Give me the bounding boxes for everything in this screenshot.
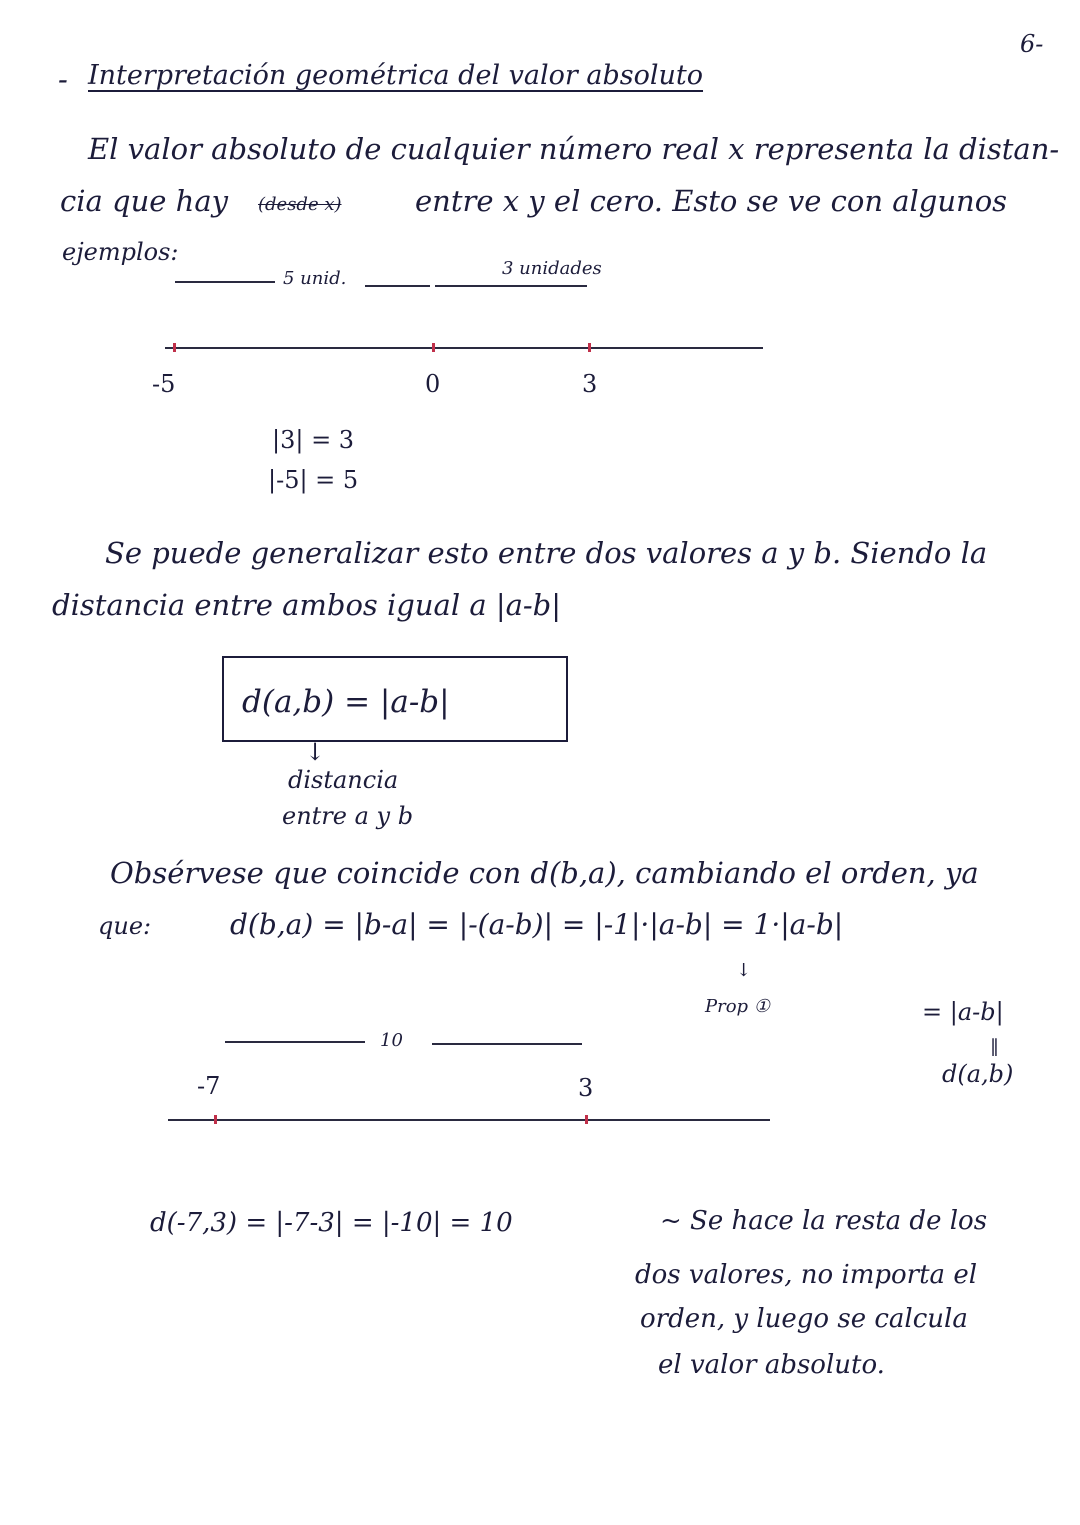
formula-text: d(a,b) = |a-b| — [242, 684, 450, 720]
generalize-line-1: Se puede generalizar esto entre dos valores a y b. Siendo la — [105, 536, 988, 570]
d-a-b: d(a,b) — [942, 1060, 1014, 1088]
label-3-second: 3 — [578, 1074, 594, 1102]
observe-line-1: Obsérvese que coincide con d(b,a), cambiando el orden, ya — [110, 856, 979, 890]
tick-minus-5 — [173, 343, 176, 352]
equals-abs-a-b: = |a-b| — [922, 998, 1004, 1026]
span-label-5: 5 unid. — [283, 268, 347, 289]
intro-line-2b: entre x y el cero. Esto se ve con algunos — [415, 184, 1008, 218]
note-line-3: orden, y luego se calcula — [640, 1304, 968, 1334]
tick-3-second — [585, 1115, 588, 1124]
note-line-4: el valor absoluto. — [658, 1350, 885, 1380]
formula-note-line-2: entre a y b — [282, 802, 414, 830]
page-title: Interpretación geométrica del valor absoluto — [88, 60, 704, 91]
arrow-5-right — [365, 285, 430, 287]
note-line-2: dos valores, no importa el — [635, 1260, 978, 1290]
number-line-2 — [168, 1119, 770, 1121]
observe-que: que: — [98, 912, 152, 940]
number-line-1 — [165, 347, 763, 349]
arrow-3 — [435, 285, 587, 287]
span-label-3: 3 unidades — [502, 258, 602, 279]
prop-reference: Prop ① — [705, 996, 770, 1017]
example-2-equation: d(-7,3) = |-7-3| = |-10| = 10 — [150, 1208, 513, 1238]
example-abs-minus-5: |-5| = 5 — [268, 466, 359, 494]
label-minus-5: -5 — [152, 370, 176, 398]
observe-equation: d(b,a) = |b-a| = |-(a-b)| = |-1|·|a-b| = 1·|a-b| — [230, 908, 844, 941]
span-label-10: 10 — [380, 1030, 403, 1051]
intro-line-2a: cia que hay — [60, 184, 228, 218]
label-minus-7: -7 — [197, 1072, 221, 1100]
example-abs-3: |3| = 3 — [272, 426, 355, 454]
note-line-1: ~ Se hace la resta de los — [660, 1206, 988, 1236]
tick-0 — [432, 343, 435, 352]
label-0: 0 — [425, 370, 441, 398]
page-number: 6- — [1020, 30, 1044, 58]
generalize-line-2: distancia entre ambos igual a |a-b| — [52, 588, 562, 622]
label-3: 3 — [582, 370, 598, 398]
prop-arrow: ↓ — [736, 960, 752, 981]
arrow-left-5 — [175, 281, 275, 283]
arrow-10-left — [225, 1041, 365, 1043]
tick-3 — [588, 343, 591, 352]
formula-note-line-1: distancia — [288, 766, 399, 794]
tick-minus-7 — [214, 1115, 217, 1124]
equals-sign-vertical: ‖ — [990, 1036, 999, 1057]
formula-note-arrow: ↓ — [305, 738, 326, 766]
arrow-10-right — [432, 1043, 582, 1045]
intro-line-3: ejemplos: — [62, 238, 179, 266]
intro-line-1: El valor absoluto de cualquier número real x representa la distan- — [88, 132, 1060, 166]
intro-struck-text: (desde x) — [258, 194, 342, 215]
title-dash: - — [58, 62, 68, 96]
